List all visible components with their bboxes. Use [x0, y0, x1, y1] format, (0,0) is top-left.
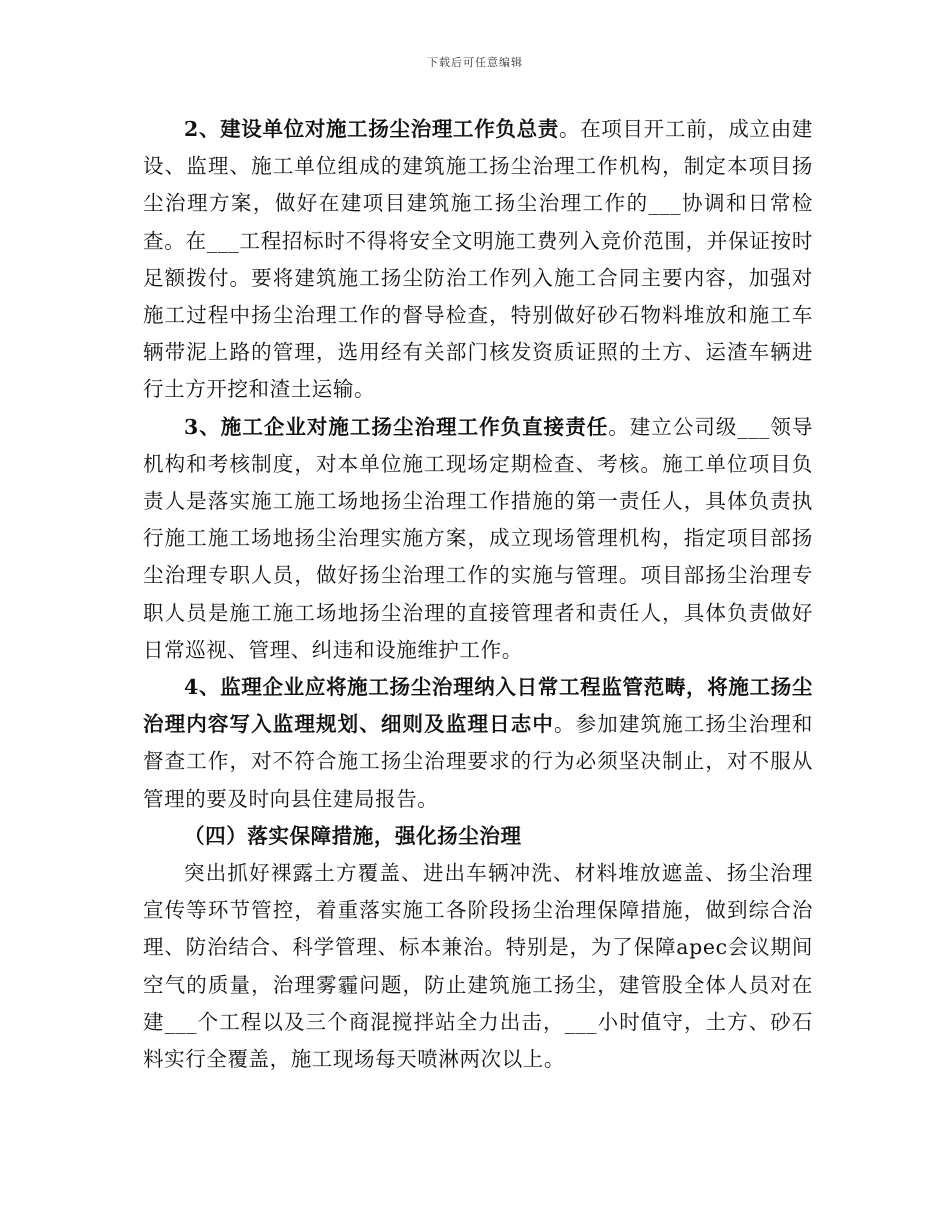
paragraph-construction-enterprise: [143, 409, 813, 669]
paragraph-text: 。参加建筑施工扬尘治理和督查工作，对不符合施工扬尘治理要求的行为必须坚决制止，对不服从管理的要及时向县住建局报告。: [143, 712, 813, 811]
paragraph-supervision-enterprise: [143, 669, 813, 818]
section-heading-four: （四）落实保障措施，强化扬尘治理: [184, 823, 522, 848]
paragraph-safeguard-measures: [143, 855, 813, 1078]
paragraph-lead-bold: 3、施工企业对施工扬尘治理工作负直接责任: [184, 414, 609, 439]
paragraph-text: 。建立公司级___领导机构和考核制度，对本单位施工现场定期检查、考核。施工单位项目负责人是落实施工施工场地扬尘治理工作措施的第一责任人，具体负责执行施工施工场地扬尘治理实施方案，成立现场管理机构，指定项目部扬尘治理专职人员，做好扬尘治理工作的实施与管理。项目部扬尘治理专职人员是施工施工场地扬尘治理的直接管理者和责任人，具体负责做好日常巡视、管理、纠违和设施维护工作。: [143, 414, 813, 662]
page-header-note: 下载后可任意编辑: [427, 56, 523, 69]
paragraph-lead-bold: 4、监理企业应将施工扬尘治理纳入日常工程监管范畴，将施工扬尘治理内容写入监理规划、细则及监理日志中: [143, 675, 813, 737]
paragraph-construction-unit: [143, 111, 813, 409]
document-body: [143, 111, 813, 1078]
paragraph-lead-bold: 2、建设单位对施工扬尘治理工作负总责: [184, 117, 559, 141]
paragraph-text: 突出抓好裸露土方覆盖、进出车辆冲洗、材料堆放遮盖、扬尘治理宣传等环节管控，着重落实施工各阶段扬尘治理保障措施，做到综合治理、防治结合、科学管理、标本兼治。特别是，为了保障apec会议期间空气的质量，治理雾霾问题，防止建筑施工扬尘，建管股全体人员对在建___个工程以及三个商混搅拌站全力出击，___小时值守，土方、砂石料实行全覆盖，施工现场每天喷淋两次以上。: [143, 861, 813, 1072]
paragraph-text: 。在项目开工前，成立由建设、监理、施工单位组成的建筑施工扬尘治理工作机构，制定本项目扬尘治理方案，做好在建项目建筑施工扬尘治理工作的___协调和日常检查。在___工程招标时不得将安全文明施工费列入竞价范围，并保证按时足额拨付。要将建筑施工扬尘防治工作列入施工合同主要内容，加强对施工过程中扬尘治理工作的督导检查，特别做好砂石物料堆放和施工车辆带泥上路的管理，选用经有关部门核发资质证照的土方、运渣车辆进行土方开挖和渣土运输。: [143, 117, 813, 402]
